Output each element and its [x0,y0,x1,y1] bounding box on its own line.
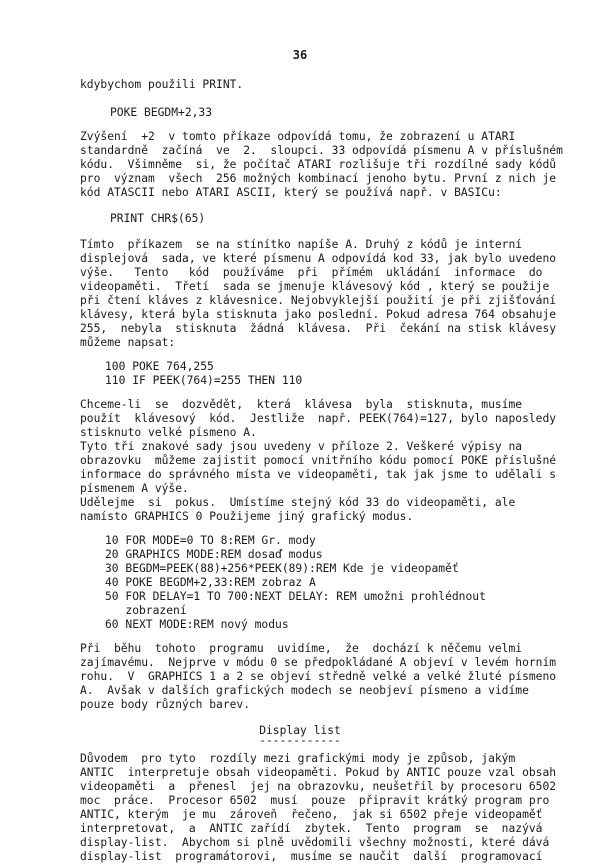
text-line: můžeme napsat: [80,336,176,349]
code-line: 60 NEXT MODE:REM nový modus [105,618,289,631]
text-line: displejová sada, ve které písmenu A odpovídá kod 33, jak bylo uvedeno [80,252,557,265]
code-line: 50 FOR DELAY=1 TO 700:NEXT DELAY: REM umožni prohlédnout [105,590,486,603]
text-line: stisknuto velké písmeno A. [80,426,257,439]
text-line: namísto GRAPHICS 0 Použijeme jiný grafický modus. [80,510,414,523]
text-line: Udělejme si pokus. Umístíme stejný kód 33 do videopaměti, ale [80,496,516,509]
heading-underline: ------------ [259,734,341,747]
code-line: 110 IF PEEK(764)=255 THEN 110 [105,374,303,387]
text-line: písmenem A výše. [80,482,189,495]
code-line: PRINT CHR$(65) [110,212,206,225]
text-line: pro význam všech 256 možných kombinací jenoho bytu. První z nich je [80,172,557,185]
code-line: zobrazení [105,604,187,617]
text-line: display-list programátorovi, musíme se naučit další programovací [80,850,543,863]
text-line: Důvodem pro tyto rozdíly mezi grafickými mody je způsob, jakým [80,752,516,765]
text-line: kdybychom použili PRINT. [80,78,244,91]
code-line: 40 POKE BEGDM+2,33:REM zobraz A [105,576,316,589]
page-number: 36 [292,48,308,62]
code-line: 20 GRAPHICS MODE:REM dosaď modus [105,548,323,561]
section-heading: Display list [259,724,341,737]
code-line: 10 FOR MODE=0 TO 8:REM Gr. mody [105,534,316,547]
text-line: pouze body různých barev. [80,698,251,711]
text-line: standardně začíná ve 2. sloupci. 33 odpovídá písmenu A v příslušném [80,144,563,157]
code-line: 30 BEGDM=PEEK(88)+256*PEEK(89):REM Kde je videopaměť [105,562,459,575]
text-line: Zvýšení +2 v tomto příkaze odpovídá tomu, že zobrazení u ATARI [80,130,516,143]
text-line: při čtení kláves z klávesnice. Nejobvyklejší použití je při zjišťování [80,294,557,307]
text-line: videopaměti. Třetí sada se jmenuje klávesový kód , který se použije [80,280,550,293]
text-line: rohu. V GRAPHICS 1 a 2 se objeví středně velké a velké žluté písmeno [80,670,557,683]
text-line: videopaměti a přenesl jej na obrazovku, neušetřil by procesoru 6502 [80,780,557,793]
text-line: ANTIC interpretuje obsah videopaměti. Pokud by ANTIC pouze vzal obsah [80,766,557,779]
text-line: Tímto příkazem se na stínítko napíše A. Druhý z kódů je interní [80,238,523,251]
text-line: kódu. Všimněme si, že počítač ATARI rozlišuje tři rozdílné sady kódů [80,158,557,171]
text-line: Při běhu tohoto programu uvidíme, že dochází k něčemu velmi [80,642,523,655]
text-line: zajímavému. Nejprve v módu 0 se předpokládané A objeví v levém horním [80,656,557,669]
text-line: klávesy, která byla stisknuta jako poslední. Pokud adresa 764 obsahuje [80,308,557,321]
text-line: výše. Tento kód používáme při přímém ukládání informace do [80,266,543,279]
text-line: ANTIC, kterým je mu zároveň řečeno, jak si 6502 přeje videopaměť [80,808,543,821]
code-line: 100 POKE 764,255 [105,360,214,373]
text-line: display-list. Abychom si plně uvědomili všechny možnosti, které dává [80,836,550,849]
text-line: A. Avšak v dalších grafických modech se neobjeví písmeno a vidíme [80,684,529,697]
text-line: použít klávesový kód. Jestliže např. PEEK(764)=127, bylo naposledy [80,412,557,425]
text-line: moc práce. Procesor 6502 musí pouze připravit krátký program pro [80,794,550,807]
text-line: kód ATASCII nebo ATARI ASCII, který se používá např. v BASICu: [80,186,502,199]
text-line: obrazovku můžeme zajistit pomocí vnitřního kódu pomocí POKE příslušné [80,454,557,467]
text-line: Tyto tři znakové sady jsou uvedeny v příloze 2. Veškeré výpisy na [80,440,523,453]
text-line: informace do správného místa ve videopaměti, tak jak jsme to udělali s [80,468,557,481]
code-line: POKE BEGDM+2,33 [110,106,213,119]
text-line: 255, nebyla stisknuta žádná klávesa. Při čekání na stisk klávesy [80,322,557,335]
text-line: Chceme-li se dozvědět, která klávesa byla stisknuta, musíme [80,398,523,411]
text-line: interpretovat, a ANTIC zařídí zbytek. Tento program se nazývá [80,822,543,835]
